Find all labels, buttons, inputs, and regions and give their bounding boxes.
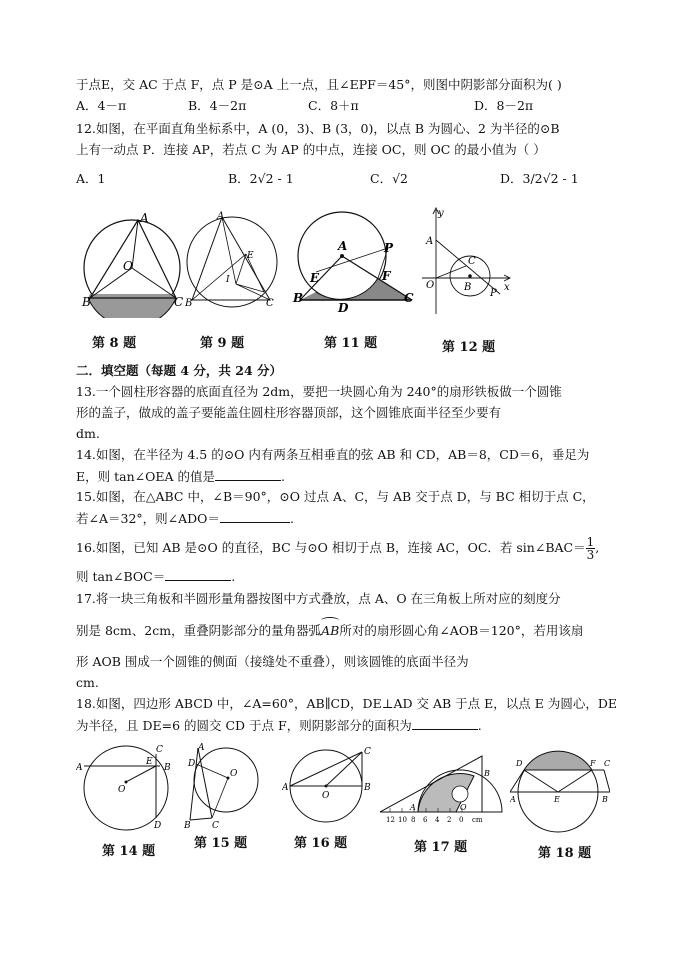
f9-label-a: A [217, 211, 225, 222]
f16-label-b: B [364, 783, 371, 793]
arc-mark-icon [321, 617, 339, 624]
figure-11 [292, 208, 418, 316]
f14-label-e: E [146, 757, 153, 767]
q17-text-2a: 别是 8cm、2cm，重叠阴影部分的量角器弧 [76, 623, 322, 638]
f14-label-d: D [154, 821, 162, 831]
f11-label-a: A [338, 239, 348, 253]
q17-text-2b: 所对的扇形圆心角∠AOB＝120°，若用该扇 [339, 623, 584, 638]
f17-tick-4: 4 [435, 816, 440, 824]
f12-label-p: P [490, 288, 497, 299]
f9-label-c: C [266, 298, 274, 309]
f12-label-y: y [438, 208, 444, 219]
q12-text-1: 12.如图，在平面直角坐标系中，A (0，3)、B (3，0)，以点 B 为圆心、2 为半径的⊙B [76, 121, 560, 136]
q15-text-1: 15.如图，在△ABC 中，∠B＝90°，⊙O 过点 A、C，与 AB 交于点 D，与 BC 相切于点 C， [76, 489, 595, 504]
q11-options [76, 97, 636, 115]
caption-fig-8: 第 8 题 [92, 336, 137, 351]
q16-fraction [586, 536, 596, 561]
q12-option-b: B．2√2 - 1 [228, 171, 294, 186]
f8-label-o: O [123, 259, 133, 273]
f12-label-c: C [468, 256, 476, 267]
q12-option-a: A．1 [76, 171, 106, 186]
f17-label-a: A [410, 803, 416, 812]
f18-label-f: F [590, 759, 596, 768]
q12-option-c: C．√2 [370, 171, 408, 186]
q12-options [76, 170, 636, 188]
caption-fig-16: 第 16 题 [294, 836, 348, 851]
figure-12 [418, 204, 514, 318]
q13-text-2: 形的盖子，做成的盖子要能盖住圆柱形容器顶部，这个圆锥底面半径至少要有 [76, 405, 502, 420]
q16-text-1: 16.如图，已知 AB 是⊙O 的直径，BC 与⊙O 相切于点 B，连接 AC，OC．若 sin∠BAC＝ $\frac{1}{3}$ , [76, 535, 600, 562]
figure-8 [80, 212, 184, 318]
f9-label-b: B [185, 298, 193, 309]
f14-label-c: C [156, 745, 163, 755]
q15-text-2: 若∠A＝32°，则∠ADO＝ . [76, 511, 294, 526]
q16-text-2: 则 tan∠BOC＝ . [76, 569, 236, 584]
q12-option-d: D．3/2√2 - 1 [500, 171, 579, 186]
q11-text: 于点E，交 AC 于点 F，点 P 是⊙A 上一点，且∠EPF＝45°，则图中阴影部分面积为( ) [76, 77, 562, 92]
q14-text-1: 14.如图，在半径为 4.5 的⊙O 内有两条互相垂直的弦 AB 和 CD，AB＝8，CD＝6，垂足为 [76, 447, 590, 462]
caption-fig-17: 第 17 题 [414, 840, 468, 855]
f15-label-c: C [212, 821, 219, 831]
f11-label-d: D [338, 301, 349, 315]
caption-fig-9: 第 9 题 [200, 336, 245, 351]
f18-label-c: C [604, 759, 610, 768]
f11-label-p: P [384, 241, 394, 255]
figure-9 [184, 210, 284, 310]
q16-fraction-num: 1 [586, 535, 595, 549]
caption-fig-11: 第 11 题 [324, 336, 378, 351]
q11-option-a: A．4－π [76, 98, 127, 113]
f14-label-a: A [76, 763, 83, 773]
q17-text-2 [76, 622, 583, 640]
f18-label-a: A [510, 795, 516, 804]
f11-label-e: E [310, 271, 320, 285]
q17-arc-label [321, 623, 339, 638]
q13-text-1: 13.一个圆柱形容器的底面直径为 2dm，要把一块圆心角为 240°的扇形铁板做一个圆锥 [76, 384, 562, 399]
f8-label-c: C [174, 295, 184, 309]
figure-16 [282, 744, 374, 828]
q17-text-1: 17.将一块三角板和半圆形量角器按图中方式叠放，点 A、O 在三角板上所对应的刻度分 [76, 591, 561, 606]
figure-15 [184, 742, 266, 832]
q18-text-2-content: 为半径，且 DE=6 的圆交 CD 于点 F，则阴影部分的面积为 [76, 718, 412, 733]
f12-label-o: O [426, 280, 435, 291]
f17-tick-6: 6 [423, 816, 428, 824]
f17-label-o: O [460, 803, 467, 812]
q11-option-b: B．4－2π [188, 98, 247, 113]
q17-text-3: 形 AOB 围成一个圆锥的侧面（接缝处不重叠），则该圆锥的底面半径为 [76, 654, 469, 669]
q16-text-2-content: 则 tan∠BOC＝ [76, 569, 166, 584]
q18-text-2: 为半径，且 DE=6 的圆交 CD 于点 F，则阴影部分的面积为 . [76, 718, 482, 733]
f16-label-o: O [322, 791, 330, 801]
f17-unit-cm: cm [472, 816, 483, 824]
f14-label-o: O [118, 785, 126, 795]
f17-tick-8: 8 [411, 816, 416, 824]
f15-label-o: O [230, 769, 238, 779]
f17-label-b: B [484, 769, 490, 778]
f9-label-e: E [247, 251, 254, 261]
f17-tick-0: 0 [459, 816, 464, 824]
f8-label-b: B [82, 295, 91, 309]
f12-label-a: A [426, 236, 434, 247]
figure-17 [378, 746, 512, 830]
f12-label-b: B [464, 282, 472, 293]
figure-18 [510, 744, 610, 840]
f11-label-c: C [404, 291, 414, 305]
caption-fig-12: 第 12 题 [442, 340, 496, 355]
f15-label-b: B [184, 821, 191, 831]
f11-label-b: B [293, 291, 304, 305]
q16-fraction-den: 3 [586, 548, 595, 562]
f9-label-i: I [226, 275, 230, 285]
f17-tick-2: 2 [447, 816, 452, 824]
q15-text-2-content: 若∠A＝32°，则∠ADO＝ [76, 511, 220, 526]
q12-text-2: 上有一动点 P．连接 AP，若点 C 为 AP 的中点，连接 OC，则 OC 的最小值为（ ） [76, 142, 546, 157]
q11-option-d: D．8－2π [474, 98, 534, 113]
f18-label-e: E [554, 795, 560, 804]
caption-fig-14: 第 14 题 [102, 844, 156, 859]
q14-text-2: E，则 tan∠OEA 的值是 . [76, 469, 285, 484]
f15-label-a: A [198, 743, 205, 753]
f15-label-d: D [188, 759, 196, 769]
q17-arc-text: AB [321, 623, 340, 638]
q15-answer-blank[interactable] [220, 509, 290, 523]
q13-text-3: dm. [76, 426, 100, 441]
f14-label-b: B [164, 763, 171, 773]
section-fill-in-heading: 二．填空题（每题 4 分，共 24 分） [76, 363, 283, 378]
f12-label-x: x [504, 282, 510, 293]
f11-label-f: F [382, 269, 391, 283]
figure-14 [76, 742, 176, 838]
f17-tick-12: 12 [386, 816, 395, 824]
q16-text-1-content: 16.如图，已知 AB 是⊙O 的直径，BC 与⊙O 相切于点 B，连接 AC，OC．若 sin∠BAC＝ [76, 540, 586, 555]
f17-tick-10: 10 [398, 816, 407, 824]
f16-label-c: C [364, 747, 371, 757]
q18-text-1: 18.如图，四边形 ABCD 中，∠A=60°，AB∥CD，DE⊥AD 交 AB 于点 E，以点 E 为圆心，DE [76, 696, 617, 711]
q14-text-2-content: E，则 tan∠OEA 的值是 [76, 469, 215, 484]
f8-label-a: A [140, 212, 149, 225]
f18-label-b: B [602, 795, 608, 804]
caption-fig-15: 第 15 题 [194, 836, 248, 851]
f18-label-d: D [516, 759, 523, 768]
caption-fig-18: 第 18 题 [538, 846, 592, 861]
q18-answer-blank[interactable] [412, 716, 478, 730]
q17-text-4: cm. [76, 675, 99, 690]
q14-answer-blank[interactable] [215, 467, 281, 481]
q16-answer-blank[interactable] [165, 567, 231, 581]
f16-label-a: A [282, 783, 289, 793]
q11-option-c: C．8＋π [308, 98, 359, 113]
